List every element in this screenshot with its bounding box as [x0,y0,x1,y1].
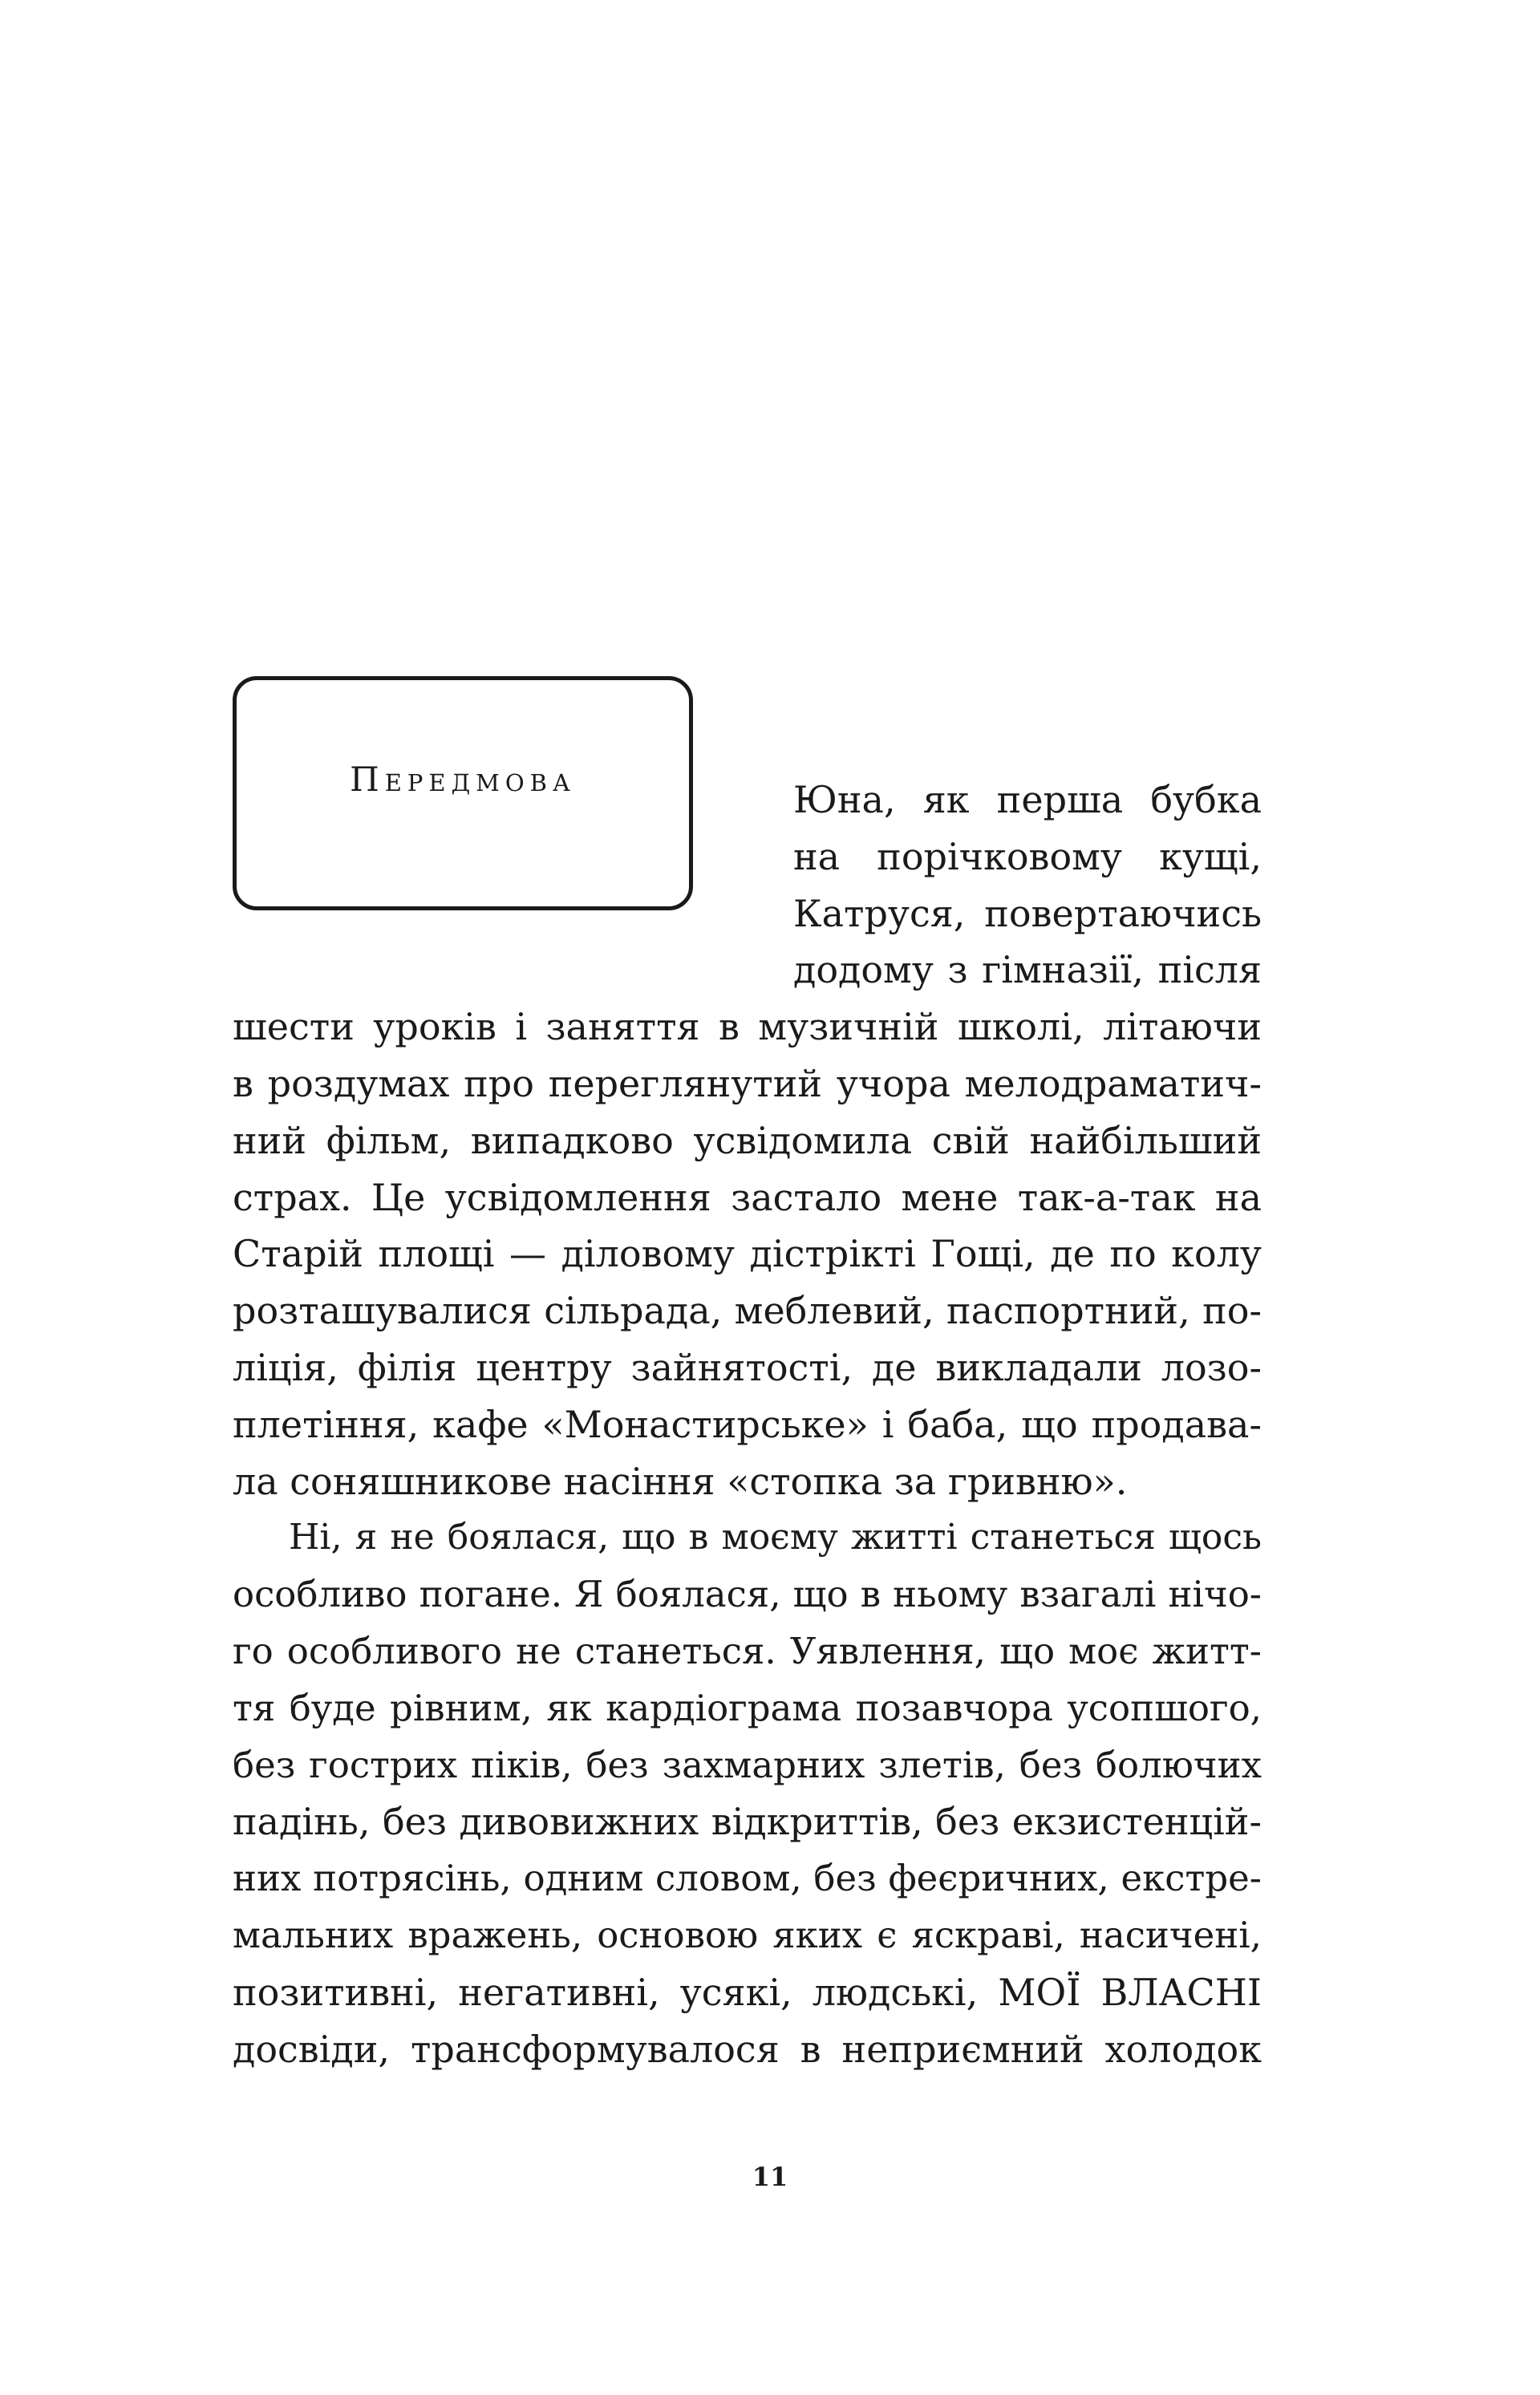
page-number: 11 [752,2162,788,2192]
text-line: ний фільм, випадково усвідомила свій найбільший [233,1118,1262,1162]
text-line: падінь, без дивовижних відкриттів, без екзистенцій- [233,1800,1262,1844]
text-line: ліція, філія центру зайнятості, де викладали лозо- [233,1345,1262,1389]
text-line: на порічковому кущі, [793,834,1262,878]
text-line: шести уроків і заняття в музичній школі, літаючи [233,1005,1262,1049]
text-line: досвіди, трансформувалося в неприємний холодок [233,2027,1262,2071]
text-line: мальних вражень, основою яких є яскраві, насичені, [233,1913,1262,1956]
body-text [233,772,1262,2077]
text-line: плетіння, кафе «Монастирське» і баба, що продава- [233,1402,1262,1446]
text-line: додому з гімназії, після [793,948,1262,992]
text-line: ла соняшникове насіння «стопка за гривню». [233,1459,1128,1503]
text-line: Старій площі — діловому дістрікті Гощі, де по колу [233,1232,1262,1276]
text-line: Ні, я не боялася, що в моєму житті станеться щось [289,1517,1262,1558]
text-line: позитивні, негативні, усякі, людські, МОЇ ВЛАСНІ [233,1970,1262,2014]
text-line: Юна, як перша бубка [793,778,1262,821]
chapter-heading: Передмова [350,760,576,799]
paragraph-2 [233,1510,1262,2077]
text-line: в роздумах про переглянутий учора мелодраматич- [233,1061,1262,1105]
text-line: без гострих піків, без захмарних злетів, без болючих [233,1743,1262,1786]
text-line: них потрясінь, одним словом, без феєричних, екстре- [233,1857,1262,1900]
text-line: страх. Це усвідомлення застало мене так-а-так на [233,1175,1262,1219]
text-line: Катруся, повертаючись [793,891,1262,935]
text-line: го особливого не станеться. Уявлення, що моє житт- [233,1629,1262,1672]
text-line: особливо погане. Я боялася, що в ньому взагалі нічо- [233,1573,1262,1616]
paragraph-1 [233,772,1262,1510]
text-line: розташувалися сільрада, меблевий, паспортний, по- [233,1289,1262,1333]
text-line: тя буде рівним, як кардіограма позавчора усопшого, [233,1686,1262,1729]
